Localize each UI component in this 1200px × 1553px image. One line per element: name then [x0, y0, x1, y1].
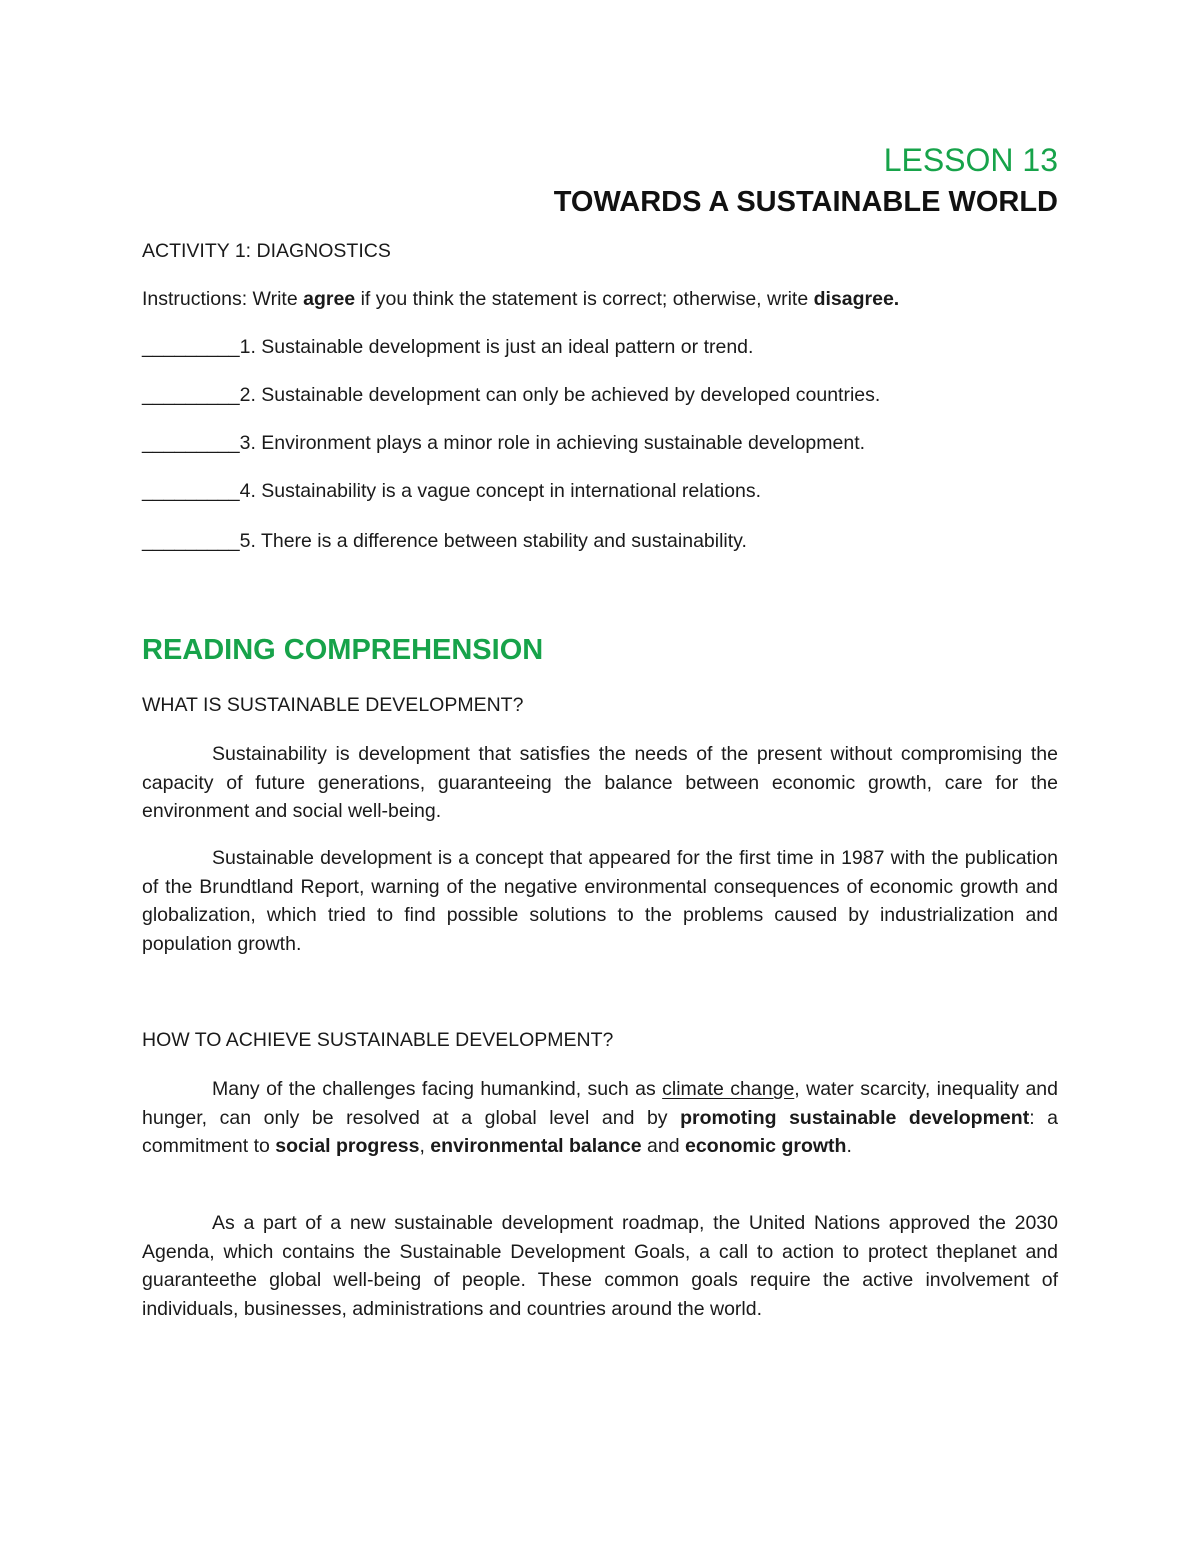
document-page: [142, 0, 1058, 1553]
text-run: and: [641, 1135, 685, 1157]
section2-paragraph-1: [142, 1075, 1058, 1161]
text-run: : a commitment to: [142, 1106, 1059, 1157]
item-text: 2. Sustainable development can only be achieved by developed countries.: [239, 384, 881, 406]
answer-blank[interactable]: _________: [142, 336, 240, 358]
item-text: 4. Sustainability is a vague concept in international relations.: [239, 480, 762, 502]
instructions-middle: if you think the statement is correct; otherwise, write: [355, 288, 814, 310]
diagnostic-item-4: [142, 479, 761, 503]
diagnostic-item-1: [142, 335, 753, 359]
lesson-title: TOWARDS A SUSTAINABLE WORLD: [553, 186, 1058, 218]
activity-title: ACTIVITY 1: DIAGNOSTICS: [142, 240, 391, 262]
reading-heading: READING COMPREHENSION: [142, 634, 544, 666]
answer-blank[interactable]: _________: [142, 480, 240, 502]
section2-title: HOW TO ACHIEVE SUSTAINABLE DEVELOPMENT?: [142, 1029, 614, 1051]
item-text: 3. Environment plays a minor role in achieving sustainable development.: [239, 432, 866, 454]
bold-run: promoting sustainable development: [680, 1106, 1030, 1129]
instructions-disagree: disagree.: [813, 288, 900, 310]
diagnostic-item-5: [142, 529, 747, 553]
bold-run: environmental balance: [430, 1135, 642, 1157]
section1-paragraph-2: Sustainable development is a concept that appeared for the first time in 1987 with the publication of the Brundtland Report, warning of the negative environmental consequences of economic growth and globalization, which tried to find possible solutions to the problems caused by industrialization and population growth.: [142, 847, 1058, 955]
section1-title: WHAT IS SUSTAINABLE DEVELOPMENT?: [142, 694, 524, 716]
diagnostic-item-3: [142, 431, 865, 455]
bold-run: economic growth: [685, 1135, 847, 1157]
item-text: 1. Sustainable development is just an ideal pattern or trend.: [239, 336, 754, 358]
instructions-agree: agree: [303, 288, 356, 310]
answer-blank[interactable]: _________: [142, 384, 240, 406]
instructions-prefix: Instructions: Write: [142, 288, 304, 310]
answer-blank[interactable]: _________: [142, 530, 240, 552]
answer-blank[interactable]: _________: [142, 432, 240, 454]
lesson-number: LESSON 13: [883, 142, 1058, 178]
section1-paragraph-1: Sustainability is development that satisfies the needs of the present without compromising the capacity of future generations, guaranteeing the balance between economic growth, care for the environment and social well-being.: [142, 743, 1058, 822]
climate-change-link[interactable]: climate change: [662, 1078, 795, 1100]
diagnostic-item-2: [142, 383, 880, 407]
section2-paragraph-2: As a part of a new sustainable development roadmap, the United Nations approved the 2030 Agenda, which contains the Sustainable Development Goals, a call to action to protect theplanet and guaranteethe global well-being of people. These common goals require the active involvement of individuals, businesses, administrations and countries around the world.: [142, 1212, 1058, 1320]
bold-run: social progress: [275, 1135, 420, 1157]
text-run: .: [846, 1135, 852, 1157]
item-text: 5. There is a difference between stability and sustainability.: [239, 530, 747, 552]
text-run: ,: [419, 1135, 431, 1157]
text-run: , water scarcity, inequality and hunger, can only be resolved at a global level and by: [142, 1078, 1058, 1129]
text-run: Many of the challenges facing humankind, such as: [212, 1078, 663, 1100]
instructions: [142, 287, 899, 311]
